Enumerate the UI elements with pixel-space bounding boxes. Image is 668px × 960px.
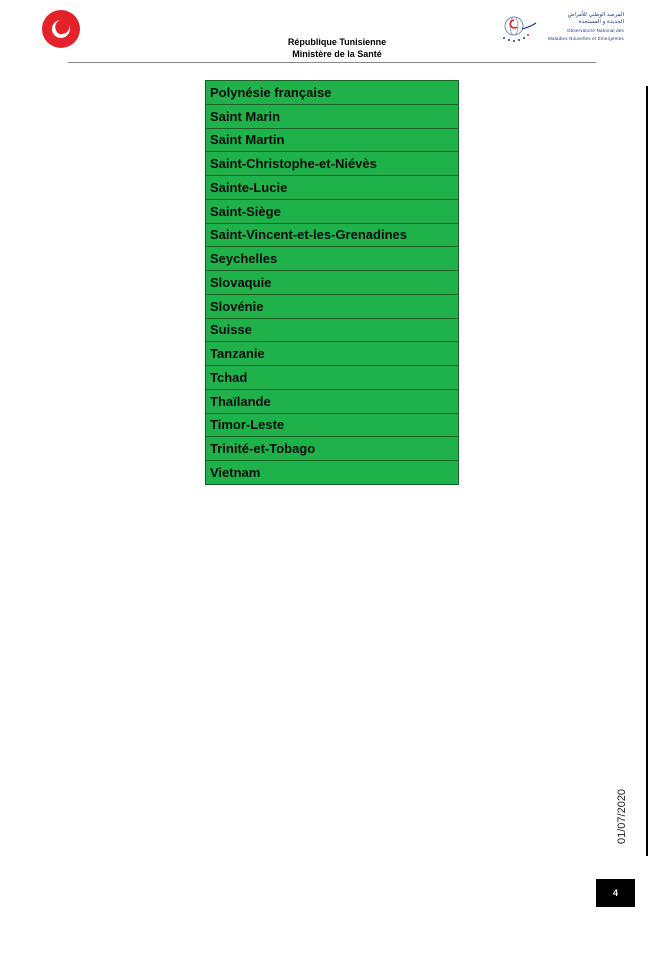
table-row — [206, 318, 459, 342]
observatory-french-line2: Maladies Nouvelles et Emergentes — [548, 36, 624, 41]
country-cell: Tanzanie — [206, 342, 459, 366]
table-row — [206, 104, 459, 128]
country-list-table — [205, 80, 459, 485]
country-cell: Saint Marin — [206, 104, 459, 128]
country-name-label: République Tunisienne — [287, 37, 387, 47]
country-cell: Timor-Leste — [206, 413, 459, 437]
country-list-body — [206, 81, 459, 485]
country-cell: Saint Martin — [206, 128, 459, 152]
country-cell: Polynésie française — [206, 81, 459, 105]
country-cell: Tchad — [206, 366, 459, 390]
country-cell: Trinité-et-Tobago — [206, 437, 459, 461]
header-divider — [68, 62, 596, 63]
observatory-arabic-line1: المرصد الوطني للأمراض — [567, 12, 624, 18]
table-row — [206, 223, 459, 247]
document-date: 01/07/2020 — [616, 788, 628, 844]
country-cell: Seychelles — [206, 247, 459, 271]
table-row — [206, 461, 459, 485]
country-cell: Vietnam — [206, 461, 459, 485]
country-cell: Saint-Vincent-et-les-Grenadines — [206, 223, 459, 247]
country-cell: Thaïlande — [206, 389, 459, 413]
country-cell: Saint-Siège — [206, 199, 459, 223]
table-row — [206, 413, 459, 437]
page-number: 4 — [596, 879, 635, 907]
observatory-french-line1: Observatoire National des — [566, 28, 624, 33]
table-row — [206, 294, 459, 318]
table-row — [206, 342, 459, 366]
ministry-name-label: Ministère de la Santé — [292, 49, 382, 59]
table-row — [206, 366, 459, 390]
country-cell: Suisse — [206, 318, 459, 342]
table-row — [206, 247, 459, 271]
country-cell: Slovénie — [206, 294, 459, 318]
sidebar-divider — [646, 86, 648, 856]
table-row — [206, 389, 459, 413]
table-row — [206, 152, 459, 176]
country-cell: Slovaquie — [206, 271, 459, 295]
table-row — [206, 176, 459, 200]
table-row — [206, 437, 459, 461]
table-row — [206, 271, 459, 295]
table-row — [206, 199, 459, 223]
table-row — [206, 128, 459, 152]
observatory-arabic-line2: الجديدة و المستجدة — [578, 19, 624, 25]
country-cell: Sainte-Lucie — [206, 176, 459, 200]
country-cell: Saint-Christophe-et-Niévès — [206, 152, 459, 176]
observatory-logo — [500, 12, 626, 48]
globe-emblem-icon — [500, 12, 538, 46]
table-row — [206, 81, 459, 105]
